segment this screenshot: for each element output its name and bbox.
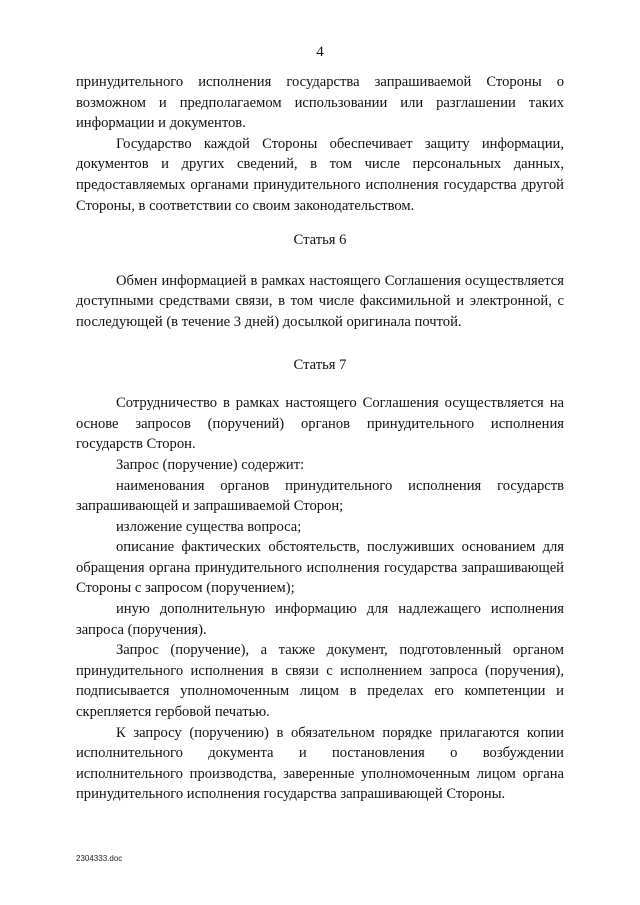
- article-7-list-item: наименования органов принудительного исполнения государств запрашивающей и запрашиваемой Сторон;: [76, 477, 564, 515]
- document-body: [76, 72, 564, 805]
- article-7-heading: Статья 7: [293, 356, 347, 373]
- article-7-paragraph: Сотрудничество в рамках настоящего Соглашения осуществляется на основе запросов (поручений) органов принудительного исполнения государств Сторон.: [76, 395, 564, 453]
- article-6-paragraph: Обмен информацией в рамках настоящего Соглашения осуществляется доступными средствами связи, в том числе факсимильной и электронной, с последующей (в течение 3 дней) досылкой оригинала почтой.: [76, 272, 564, 330]
- article-7-paragraph: Запрос (поручение), а также документ, подготовленный органом принудительного исполнения в связи с исполнением запроса (поручения), подписывается уполномоченным лицом в пределах его компетенции и скрепляется гербовой печатью.: [76, 642, 564, 721]
- paragraph-continuation: принудительного исполнения государства запрашиваемой Стороны о возможном и предполагаемом использовании или разглашении таких информации и документов.: [76, 74, 564, 132]
- article-7-list-item: описание фактических обстоятельств, послуживших основанием для обращения органа принудительного исполнения государства запрашивающей Стороны с запросом (поручением);: [76, 539, 564, 597]
- article-7-list-item: изложение существа вопроса;: [116, 518, 302, 535]
- paragraph-data-protection: Государство каждой Стороны обеспечивает защиту информации, документов и других сведений, в том числе персональных данных, предоставляемых органами принудительного исполнения государства другой Стороны, в соответствии со своим законодательством.: [76, 135, 564, 214]
- article-7-paragraph: Запрос (поручение) содержит:: [116, 456, 305, 473]
- article-6-heading: Статья 6: [293, 232, 347, 249]
- footer-filename: 2304333.doc: [76, 854, 123, 863]
- page-number: 4: [316, 44, 324, 60]
- article-7-list-item: иную дополнительную информацию для надлежащего исполнения запроса (поручения).: [76, 601, 564, 638]
- article-7-paragraph: К запросу (поручению) в обязательном порядке прилагаются копии исполнительного документа и постановления о возбуждении исполнительного производства, заверенные уполномоченным лицом органа принудительного исполнения государства запрашивающей Стороны.: [76, 724, 564, 803]
